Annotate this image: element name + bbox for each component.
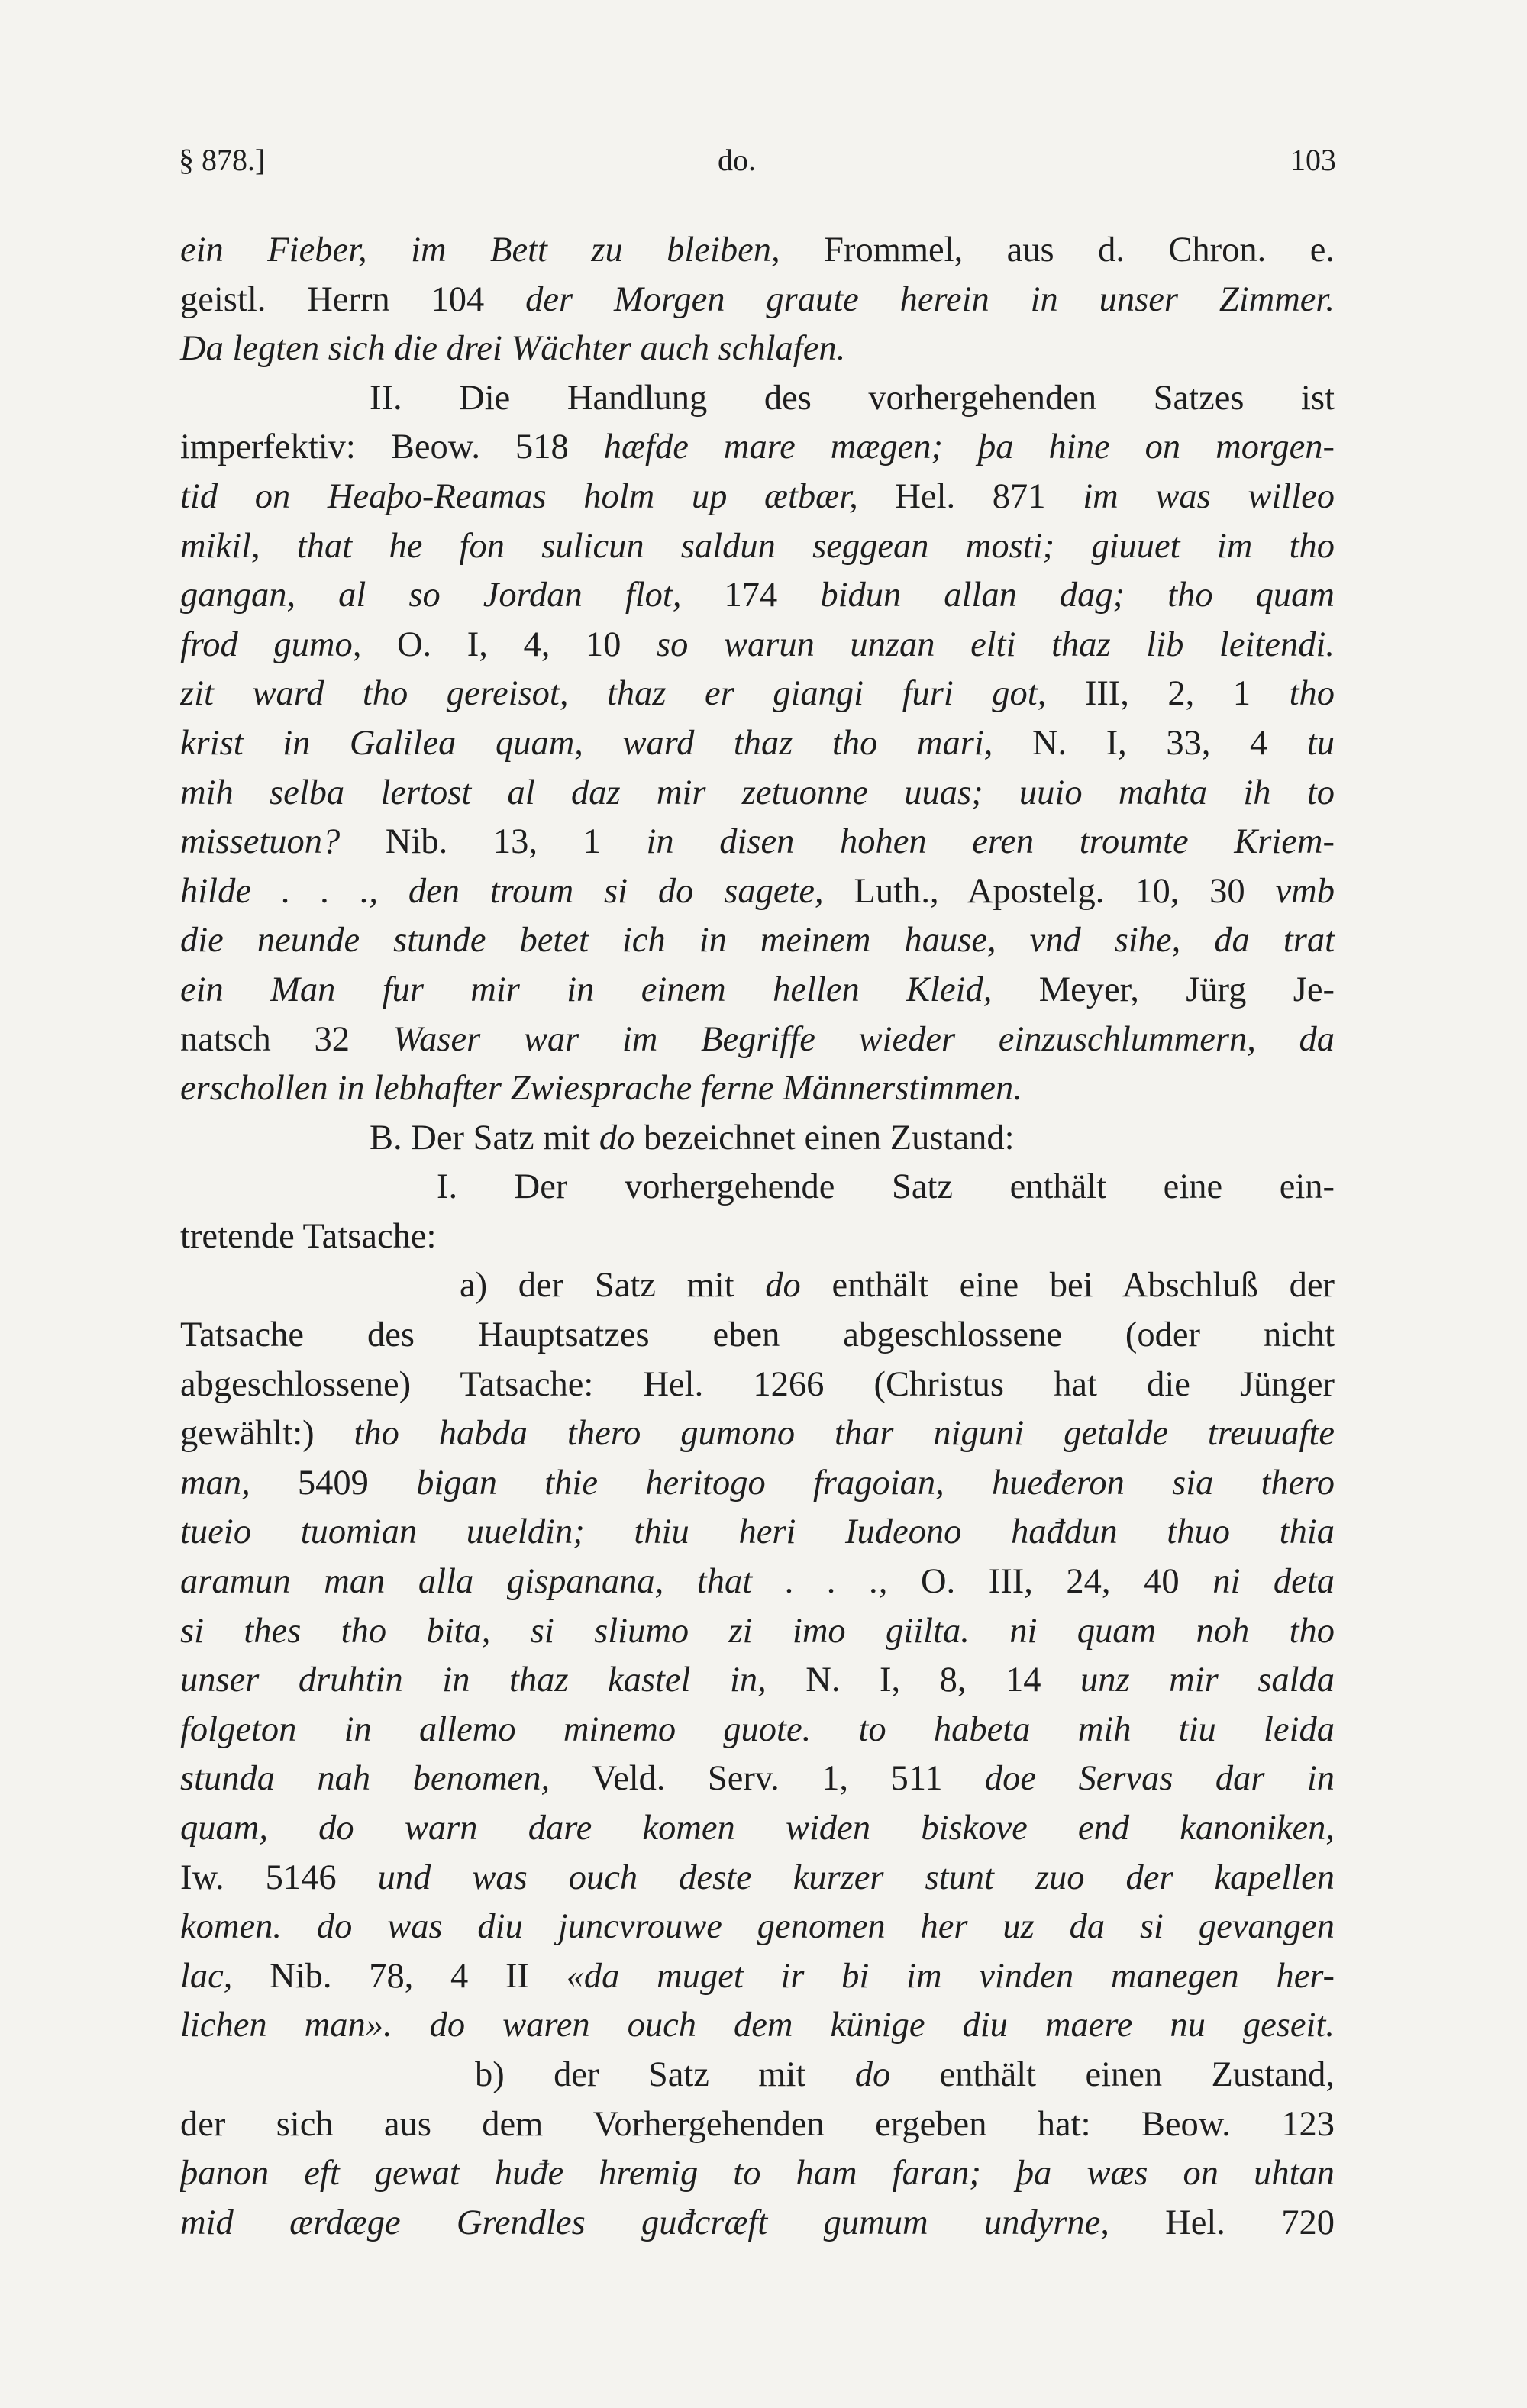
text-line	[180, 1064, 1335, 1114]
italic-text: þanon eft gewat huđe hremig to ham faran; þa wæs on uhtan	[180, 2154, 1335, 2193]
roman-text: Veld. Serv. 1, 511	[550, 1759, 985, 1799]
roman-text: a) der Satz mit	[460, 1266, 766, 1306]
running-title: do.	[718, 143, 756, 177]
text-line	[180, 374, 1335, 424]
text-line	[180, 324, 1335, 374]
text-line	[180, 867, 1335, 917]
roman-text: gewählt:)	[180, 1414, 354, 1454]
roman-text: Iw. 5146	[180, 1858, 378, 1897]
italic-text: tid on Heaþo-Reamas holm up ætbær,	[180, 476, 858, 516]
italic-text: lichen man». do waren ouch dem künige diu maere nu geseit.	[180, 2006, 1335, 2045]
italic-text: gangan, al so Jordan flot,	[180, 576, 682, 615]
text-line	[180, 1261, 1335, 1311]
italic-text: Da legten sich die drei Wächter auch schlafen.	[180, 329, 846, 369]
text-line	[180, 1508, 1335, 1557]
italic-text: tho habda thero gumono thar niguni getalde treuuafte	[354, 1414, 1335, 1454]
roman-text: 174	[681, 576, 821, 615]
text-line	[180, 2001, 1335, 2051]
italic-text: frod gumo,	[180, 625, 362, 664]
page-number: 103	[1290, 143, 1336, 177]
roman-text: III, 2, 1	[1046, 674, 1290, 714]
running-header	[179, 142, 1336, 188]
italic-text: ni deta	[1212, 1562, 1335, 1602]
italic-text: krist in Galilea quam, ward thaz tho mari,	[180, 723, 993, 763]
italic-text: lac,	[180, 1956, 233, 1996]
text-line	[180, 1656, 1335, 1706]
italic-text: tho	[1289, 674, 1335, 714]
italic-text: zit ward tho gereisot, thaz er giangi furi got,	[180, 674, 1047, 714]
text-line	[180, 621, 1335, 670]
text-line	[180, 1015, 1335, 1065]
text-line	[180, 1854, 1335, 1903]
italic-text: si thes tho bita, si sliumo zi imo giilta. ni quam noh tho	[180, 1611, 1335, 1651]
italic-text: mikil, that he fon sulicun saldun seggean mosti; giuuet im tho	[180, 526, 1335, 566]
text-line	[180, 2100, 1335, 2150]
italic-text: im was willeo	[1083, 476, 1335, 516]
italic-text: mih selba lertost al daz mir zetuonne uuas; uuio mahta ih to	[180, 773, 1335, 812]
italic-text: unz mir salda	[1080, 1661, 1335, 1700]
text-line	[180, 769, 1335, 818]
italic-text: do	[599, 1118, 635, 1157]
roman-text: II. Die Handlung des vorhergehenden Satzes ist	[370, 378, 1335, 418]
italic-text: tu	[1306, 723, 1335, 763]
text-line	[180, 473, 1335, 522]
roman-text: der sich aus dem Vorhergehenden ergeben hat: Beow. 123	[180, 2104, 1335, 2144]
italic-text: bidun allan dag; tho quam	[820, 576, 1335, 615]
roman-text: tretende Tatsache:	[180, 1216, 437, 1256]
roman-text: B. Der Satz mit	[370, 1118, 599, 1157]
italic-text: erschollen in lebhafter Zwiesprache ferne Männerstimmen.	[180, 1069, 1022, 1109]
italic-text: tueio tuomian uueldin; thiu heri Iudeono hađdun thuo thia	[180, 1512, 1335, 1552]
text-line	[180, 1212, 1335, 1262]
roman-text: N. I, 33, 4	[993, 723, 1307, 763]
roman-text: Nib. 78, 4 II	[232, 1956, 567, 1996]
section-reference: § 878.]	[179, 143, 266, 177]
roman-text: Hel. 720	[1109, 2203, 1335, 2242]
roman-text: 5409	[250, 1463, 417, 1503]
roman-text: N. I, 8, 14	[766, 1661, 1081, 1700]
italic-text: ein Fieber, im Bett zu bleiben,	[180, 231, 780, 270]
roman-text: b) der Satz mit	[475, 2055, 855, 2094]
italic-text: missetuon?	[180, 822, 341, 862]
text-line	[180, 571, 1335, 621]
text-line	[180, 1952, 1335, 2002]
roman-text: Hel. 871	[857, 476, 1083, 516]
roman-text: imperfektiv: Beow. 518	[180, 428, 604, 467]
roman-text: natsch 32	[180, 1019, 393, 1059]
text-line	[180, 916, 1335, 966]
text-line	[180, 818, 1335, 867]
italic-text: so warun unzan elti thaz lib leitendi.	[657, 625, 1335, 664]
text-line	[180, 423, 1335, 473]
italic-text: der Morgen graute herein in unser Zimmer.	[525, 279, 1335, 319]
italic-text: «da muget ir bi im vinden manegen her-	[566, 1956, 1335, 1996]
text-line	[180, 1706, 1335, 1755]
roman-text: O. III, 24, 40	[887, 1562, 1213, 1602]
text-line	[180, 1903, 1335, 1952]
roman-text: enthält einen Zustand,	[890, 2055, 1335, 2094]
italic-text: hilde . . ., den troum si do sagete,	[180, 871, 824, 911]
text-line	[180, 276, 1335, 325]
text-line	[180, 522, 1335, 572]
italic-text: do	[765, 1266, 801, 1306]
text-line	[180, 1361, 1335, 1410]
text-line	[180, 1163, 1335, 1212]
text-line	[180, 2149, 1335, 2199]
text-line	[180, 1557, 1335, 1607]
roman-text: geistl. Herrn 104	[180, 279, 526, 319]
roman-text: Meyer, Jürg Je-	[992, 970, 1335, 1009]
roman-text: Tatsache des Hauptsatzes eben abgeschlossene (oder nicht	[180, 1315, 1335, 1355]
text-line	[180, 1754, 1335, 1804]
text-line	[180, 1459, 1335, 1509]
italic-text: Waser war im Begriffe wieder einzuschlummern, da	[392, 1019, 1335, 1059]
italic-text: in disen hohen eren troumte Kriem-	[646, 822, 1335, 862]
text-line	[180, 1409, 1335, 1459]
roman-text: Frommel, aus d. Chron. e.	[780, 231, 1335, 270]
italic-text: mid ærdæge Grendles guđcræft gumum undyrne,	[180, 2203, 1109, 2242]
roman-text: O. I, 4, 10	[361, 625, 657, 664]
italic-text: doe Servas dar in	[984, 1759, 1335, 1799]
italic-text: die neunde stunde betet ich in meinem hause, vnd sihe, da trat	[180, 921, 1335, 960]
italic-text: unser druhtin in thaz kastel in,	[180, 1661, 767, 1700]
italic-text: quam, do warn dare komen widen biskove end kanoniken,	[180, 1809, 1335, 1848]
italic-text: komen. do was diu juncvrouwe genomen her uz da si gevangen	[180, 1907, 1335, 1947]
text-line	[180, 1311, 1335, 1361]
italic-text: stunda nah benomen,	[180, 1759, 550, 1799]
italic-text: ein Man fur mir in einem hellen Kleid,	[180, 970, 993, 1009]
roman-text: Nib. 13, 1	[340, 822, 647, 862]
text-line	[180, 226, 1335, 276]
text-line	[180, 1114, 1335, 1164]
text-line	[180, 1607, 1335, 1657]
italic-text: hæfde mare mægen; þa hine on morgen-	[603, 428, 1335, 467]
italic-text: do	[854, 2055, 891, 2094]
text-line	[180, 670, 1335, 719]
roman-text: abgeschlossene) Tatsache: Hel. 1266 (Christus hat die Jünger	[180, 1364, 1335, 1404]
text-line	[180, 2051, 1335, 2100]
text-line	[180, 966, 1335, 1015]
roman-text: enthält eine bei Abschluß der	[800, 1266, 1335, 1306]
body-text	[180, 226, 1335, 2248]
text-line	[180, 1804, 1335, 1854]
roman-text: Luth., Apostelg. 10, 30	[823, 871, 1276, 911]
italic-text: aramun man alla gispanana, that . . .,	[180, 1562, 888, 1602]
text-line	[180, 2199, 1335, 2248]
italic-text: bigan thie heritogo fragoian, hueđeron sia thero	[416, 1463, 1335, 1503]
italic-text: folgeton in allemo minemo guote. to habeta mih tiu leida	[180, 1709, 1335, 1749]
roman-text: bezeichnet einen Zustand:	[634, 1118, 1015, 1157]
roman-text: I. Der vorhergehende Satz enthält eine ein-	[437, 1167, 1335, 1207]
italic-text: man,	[180, 1463, 250, 1503]
italic-text: und was ouch deste kurzer stunt zuo der kapellen	[377, 1858, 1335, 1897]
text-line	[180, 719, 1335, 769]
italic-text: vmb	[1275, 871, 1335, 911]
